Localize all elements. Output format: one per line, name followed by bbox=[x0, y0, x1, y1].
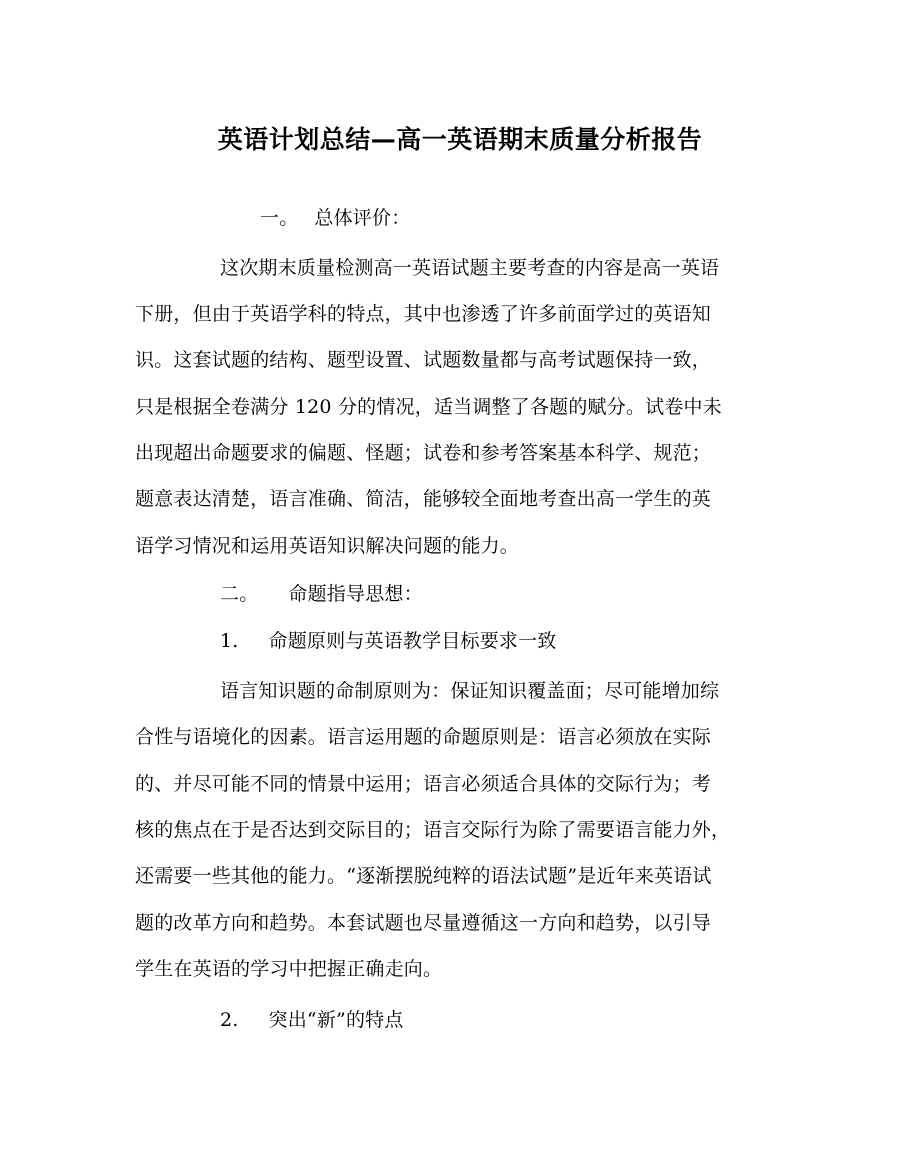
item-heading-text: 命题原则与英语教学目标要求一致 bbox=[268, 630, 557, 652]
paragraph-line: 下册，但由于英语学科的特点，其中也渗透了许多前面学过的英语知 bbox=[135, 303, 712, 325]
paragraph-line: 核的焦点在于是否达到交际目的；语言交际行为除了需要语言能力外， bbox=[135, 819, 731, 841]
paragraph-line: 合性与语境化的因素。语言运用题的命题原则是：语言必须放在实际 bbox=[135, 726, 712, 748]
paragraph-line: 学生在英语的学习中把握正确走向。 bbox=[135, 958, 443, 980]
item-number: 1. bbox=[220, 630, 239, 652]
section-heading-2 bbox=[220, 579, 870, 609]
paragraph-line: 语学习情况和运用英语知识解决问题的能力。 bbox=[135, 535, 520, 557]
subsection-heading-2 bbox=[220, 1005, 870, 1035]
section-heading-text: 总体评价： bbox=[314, 207, 411, 229]
paragraph-line: 识。这套试题的结构、题型设置、试题数量都与高考试题保持一致， bbox=[135, 349, 712, 371]
paragraph-line: 题意表达清楚，语言准确、简洁，能够较全面地考查出高一学生的英 bbox=[135, 488, 712, 510]
item-number: 2. bbox=[220, 1009, 239, 1031]
document-title: 英语计划总结—高一英语期末质量分析报告 bbox=[217, 125, 703, 154]
paragraph-line: 出现超出命题要求的偏题、怪题；试卷和参考答案基本科学、规范； bbox=[135, 442, 712, 464]
paragraph-line: 只是根据全卷满分 120 分的情况，适当调整了各题的赋分。试卷中未 bbox=[135, 396, 722, 418]
section-heading-1 bbox=[260, 203, 910, 233]
paragraph-line: 的、并尽可能不同的情景中运用；语言必须适合具体的交际行为；考 bbox=[135, 773, 712, 795]
paragraph-line: 题的改革方向和趋势。本套试题也尽量遵循这一方向和趋势，以引导 bbox=[135, 912, 712, 934]
section-heading-text: 命题指导思想： bbox=[288, 583, 423, 605]
section-number: 二。 bbox=[220, 583, 259, 605]
subsection-heading-1 bbox=[220, 626, 870, 656]
paragraph-line: 还需要一些其他的能力。“逐渐摆脱纯粹的语法试题”是近年来英语试 bbox=[135, 865, 712, 887]
section-number: 一。 bbox=[260, 207, 299, 229]
paragraph-line: 这次期末质量检测高一英语试题主要考查的内容是高一英语 bbox=[220, 257, 720, 279]
item-heading-text: 突出“新”的特点 bbox=[268, 1009, 404, 1031]
paragraph-line: 语言知识题的命制原则为：保证知识覆盖面；尽可能增加综 bbox=[220, 680, 720, 702]
